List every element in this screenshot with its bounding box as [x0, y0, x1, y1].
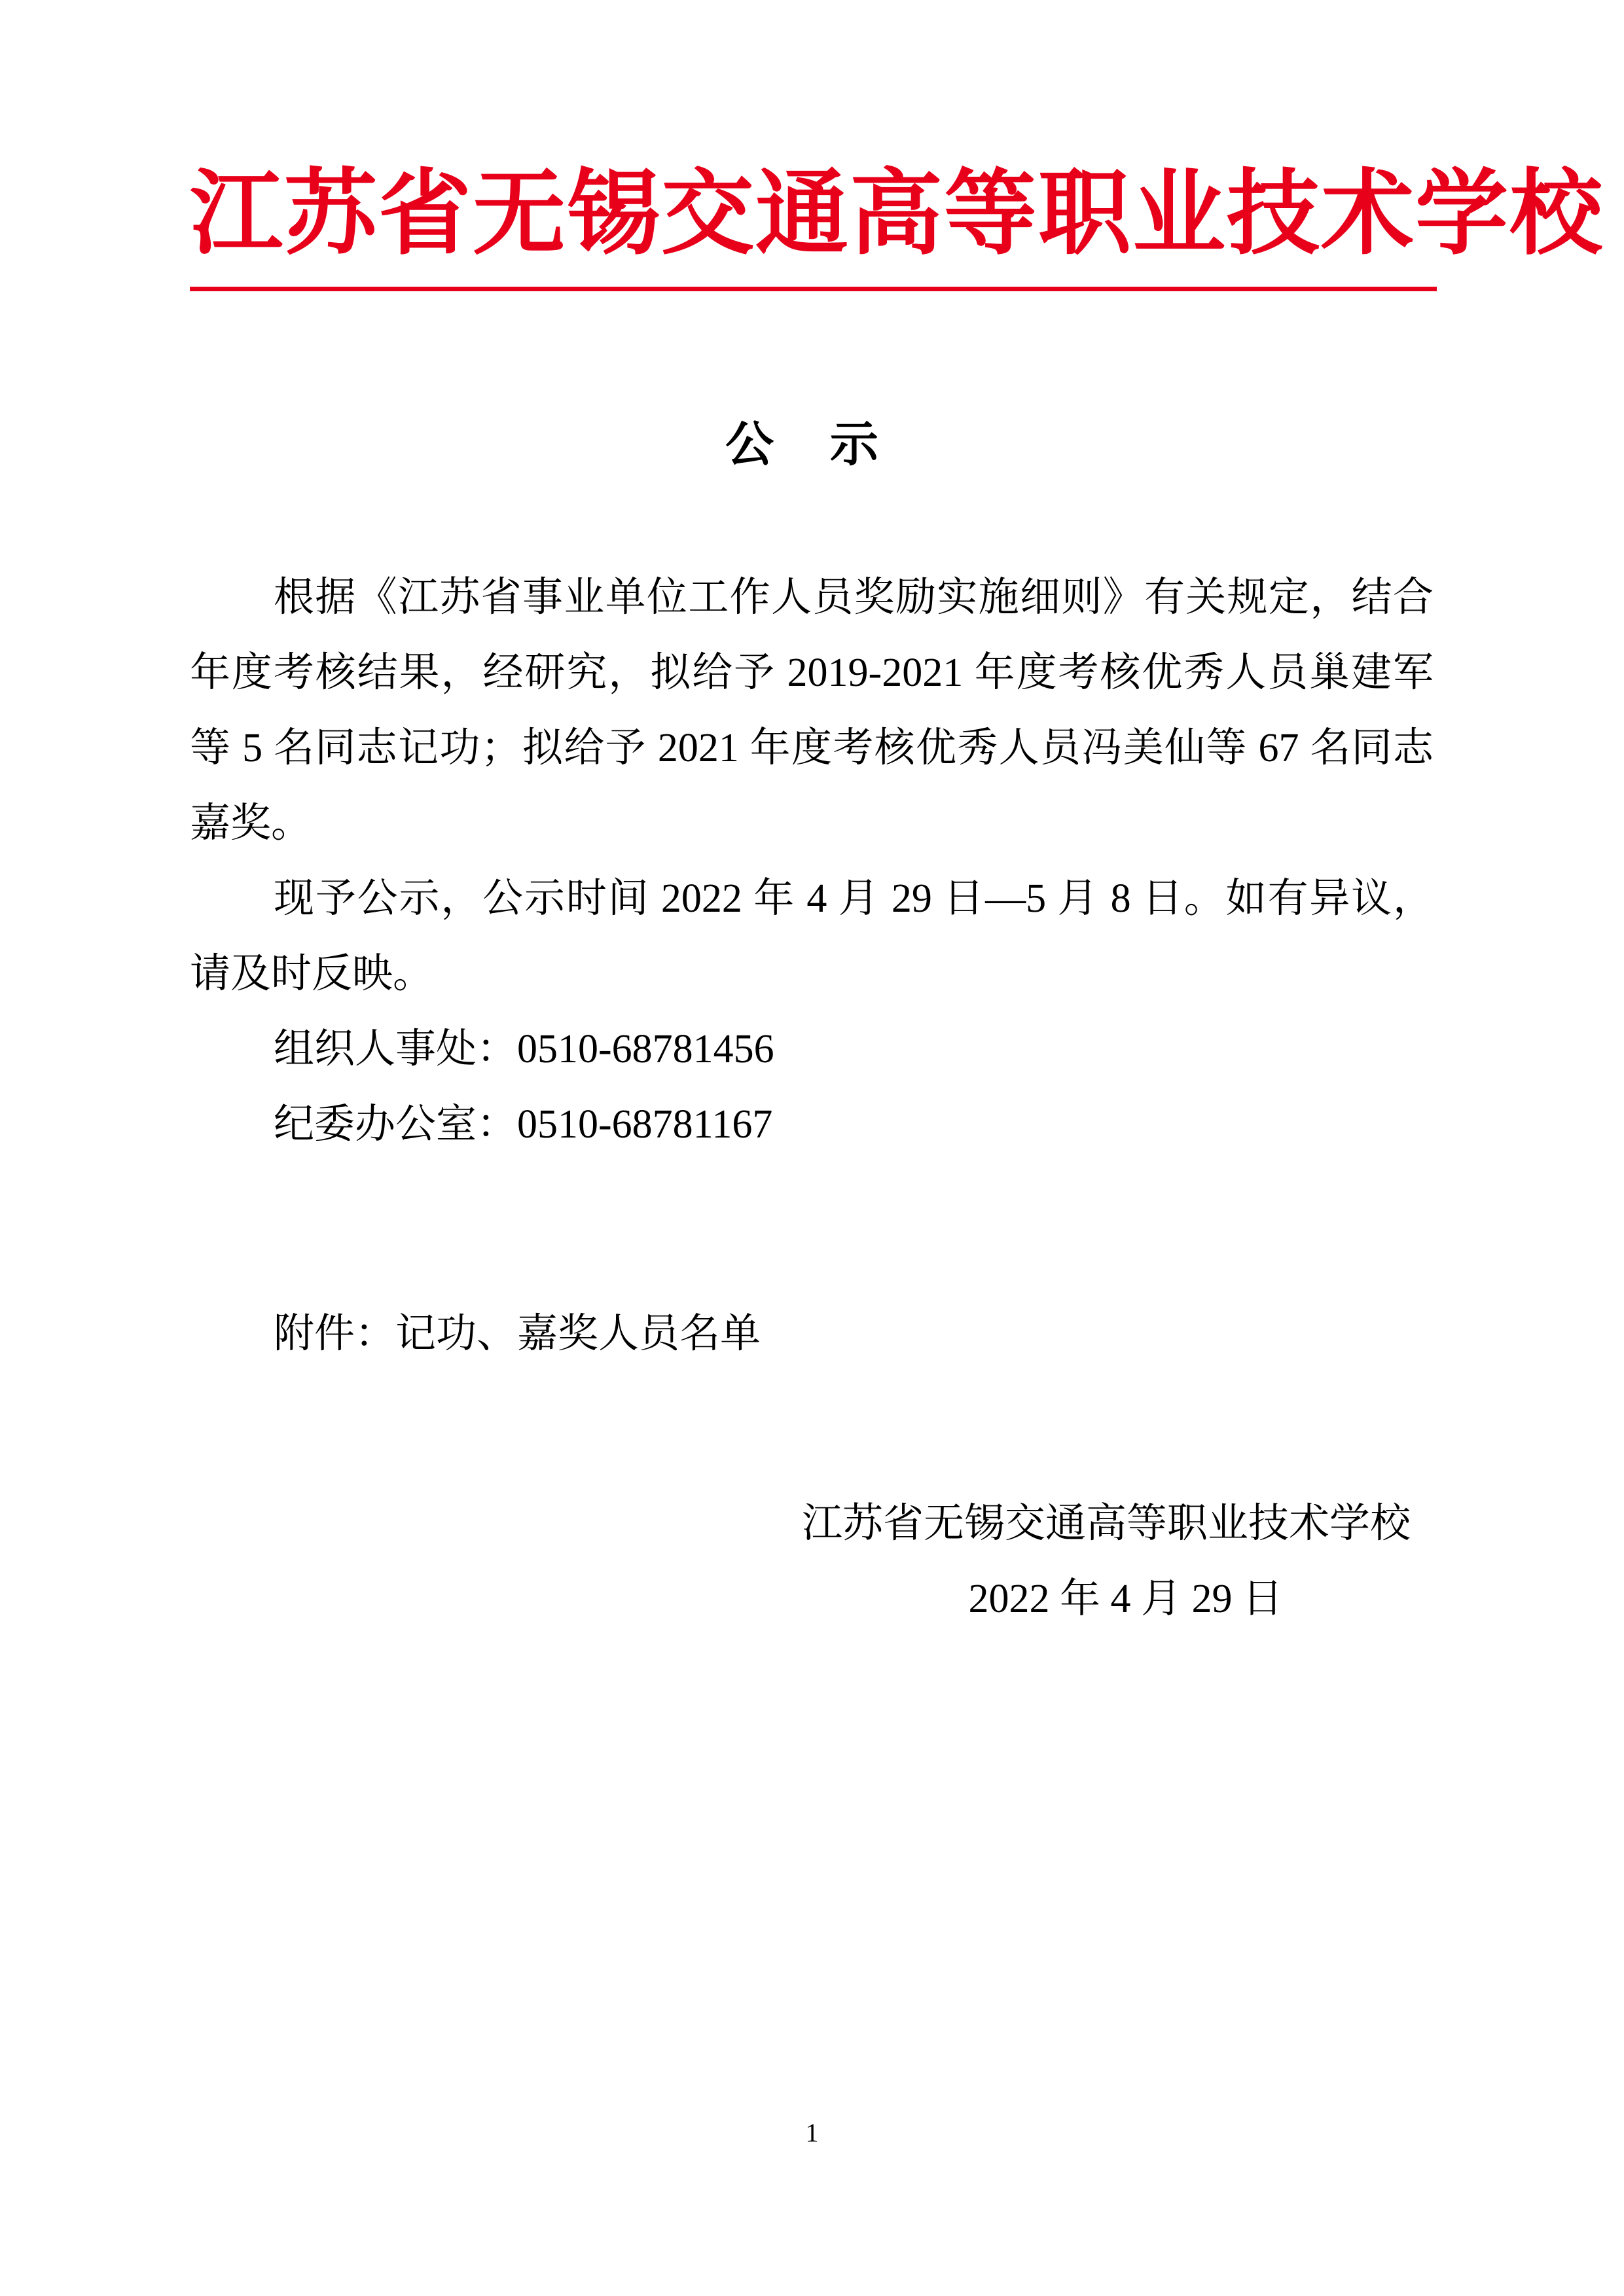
organization-masthead: 江苏省无锡交通高等职业技术学校	[190, 159, 1604, 268]
page-number: 1	[805, 2118, 819, 2147]
body-paragraph-2: 现予公示，公示时间 2022 年 4 月 29 日—5 月 8 日。如有异议，请及时反映。	[190, 876, 1434, 997]
attachment-note: 附件：记功、嘉奖人员名单	[274, 1312, 761, 1357]
body-paragraph-1: 根据《江苏省事业单位工作人员奖励实施细则》有关规定，结合年度考核结果，经研究，拟给予 2019-2021 年度考核优秀人员巢建军等 5 名同志记功；拟给予 2021 年度考核优秀人员冯美仙等 67 名同志嘉奖。	[190, 575, 1434, 846]
document-title: 公 示	[725, 416, 898, 473]
contact-line-discipline-office: 纪委办公室：0510-68781167	[274, 1102, 773, 1147]
masthead-underline-rule	[190, 287, 1437, 291]
signature-date: 2022 年 4 月 29 日	[968, 1577, 1283, 1622]
document-content	[190, 0, 1604, 1637]
contact-list	[190, 1012, 1434, 1162]
document-body	[190, 560, 1434, 1372]
contact-line-hr-office: 组织人事处：0510-68781456	[274, 1027, 774, 1072]
signature-block	[190, 1486, 1434, 1637]
signature-organization: 江苏省无锡交通高等职业技术学校	[801, 1501, 1411, 1547]
